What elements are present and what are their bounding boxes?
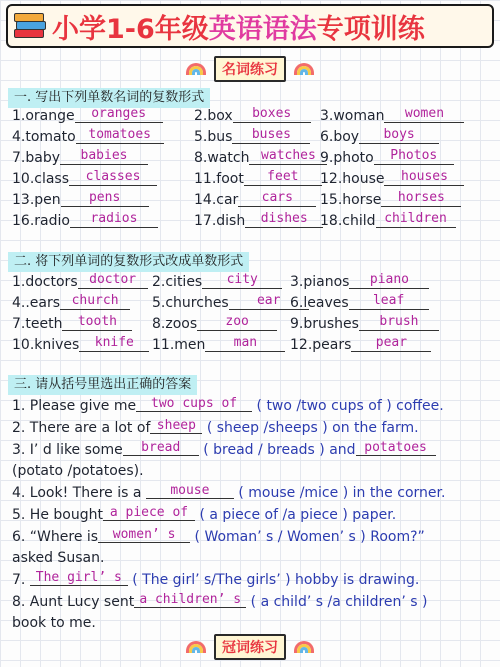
section-label: 名词练习 (214, 56, 286, 82)
question-6: 6. “Where is women’ s ( Woman’ s / Women’ s ) Room?” (12, 527, 425, 545)
item-prefix: 13.pen (12, 192, 61, 208)
part3-header: 三. 请从括号里选出正确的答案 (8, 375, 197, 395)
answer-blank[interactable]: The girl’ s (30, 570, 128, 586)
exercise-item (12, 295, 130, 313)
answer-blank[interactable]: babies (60, 148, 148, 165)
exercise-item (12, 192, 149, 210)
rainbow-icon (186, 641, 206, 653)
exercise-item (194, 129, 310, 147)
exercise-item (194, 171, 322, 189)
answer-blank[interactable]: pens (61, 190, 149, 207)
item-prefix: 6.leaves (290, 295, 349, 311)
answer-blank[interactable]: piano (349, 272, 429, 289)
item-prefix: 11.foot (194, 171, 244, 187)
answer-blank[interactable]: buses (232, 127, 310, 144)
item-prefix: 14.car (194, 192, 239, 208)
answer-blank[interactable]: radios (70, 211, 158, 228)
exercise-item (320, 213, 456, 231)
item-prefix: 12.house (320, 171, 385, 187)
exercise-item (152, 295, 309, 313)
item-prefix: 5.bus (194, 129, 233, 145)
answer-blank[interactable]: boxes (233, 106, 311, 123)
question-6-cont: asked Susan. (12, 550, 105, 566)
question-8: 8. Aunt Lucy sent a children’ s ( a child’ s /a children’ s ) (12, 592, 428, 610)
item-prefix: 6.boy (320, 129, 360, 145)
item-prefix: 7.teeth (12, 316, 63, 332)
answer-blank[interactable]: women (384, 106, 464, 123)
item-prefix: 4..ears (12, 295, 61, 311)
answer-blank[interactable]: children (376, 211, 456, 228)
exercise-item (290, 295, 429, 313)
answer-blank[interactable]: Photos (374, 148, 454, 165)
answer-blank[interactable]: potatoes (356, 440, 436, 456)
answer-blank[interactable]: leaf (349, 293, 429, 310)
answer-blank[interactable]: a piece of (103, 505, 195, 521)
item-prefix: 2.box (194, 108, 233, 124)
books-icon (12, 10, 46, 42)
answer-blank[interactable]: tomatoes (76, 127, 164, 144)
exercise-item (12, 337, 149, 355)
exercise-item (12, 171, 157, 189)
item-prefix: 8.zoos (152, 316, 198, 332)
rainbow-icon (294, 641, 314, 653)
exercise-item (290, 274, 429, 292)
answer-blank[interactable]: classes (69, 169, 157, 186)
item-prefix: 1.doctors (12, 274, 78, 290)
item-prefix: 3.woman (320, 108, 385, 124)
exercise-item (320, 150, 454, 168)
exercise-item (152, 337, 285, 355)
answer-blank[interactable]: cars (238, 190, 316, 207)
exercise-item (194, 192, 316, 210)
title-bar (6, 4, 494, 48)
exercise-item (12, 129, 164, 147)
exercise-item (12, 108, 163, 126)
part1-header: 一. 写出下列单数名词的复数形式 (8, 88, 210, 108)
exercise-item (290, 337, 431, 355)
question-8-cont: book to me. (12, 615, 96, 631)
section-title-nouns (0, 58, 500, 80)
item-prefix: 17.dish (194, 213, 246, 229)
item-prefix: 18.child (320, 213, 376, 229)
exercise-item (12, 316, 132, 334)
section-label: 冠词练习 (214, 634, 286, 660)
part2-header: 二. 将下列单词的复数形式改成单数形式 (8, 252, 249, 272)
answer-blank[interactable]: ear (229, 293, 309, 310)
exercise-item (320, 171, 464, 189)
answer-blank[interactable]: sheep (150, 418, 202, 434)
item-prefix: 1.orange (12, 108, 75, 124)
exercise-item (12, 274, 148, 292)
question-3-cont: (potato /potatoes). (12, 463, 144, 479)
exercise-item (12, 213, 158, 231)
item-prefix: 4.tomato (12, 129, 76, 145)
rainbow-icon (294, 63, 314, 75)
item-prefix: 5.churches (152, 295, 229, 311)
answer-blank[interactable]: women’ s (98, 527, 190, 543)
answer-blank[interactable]: pear (351, 335, 431, 352)
item-prefix: 16.radio (12, 213, 70, 229)
answer-blank[interactable]: city (202, 272, 282, 289)
item-prefix: 10.class (12, 171, 70, 187)
exercise-item (320, 192, 461, 210)
question-4: 4. Look! There is a mouse ( mouse /mice ) in the corner. (12, 483, 446, 501)
answer-blank[interactable]: horses (381, 190, 461, 207)
exercise-item (194, 108, 311, 126)
question-1: 1. Please give me two cups of ( two /two cups of ) coffee. (12, 396, 444, 414)
item-prefix: 12.pears (290, 337, 352, 353)
answer-blank[interactable]: feet (244, 169, 322, 186)
answer-blank[interactable]: doctor (78, 272, 148, 289)
exercise-item (290, 316, 439, 334)
question-7: 7. The girl’ s ( The girl’ s/The girls’ ) hobby is drawing. (12, 570, 420, 588)
question-3: 3. I’ d like some bread ( bread / breads ) and potatoes (12, 442, 436, 459)
answer-blank[interactable]: mouse (146, 483, 234, 499)
item-prefix: 10.knives (12, 337, 80, 353)
answer-blank[interactable]: oranges (75, 106, 163, 123)
answer-blank[interactable]: church (60, 293, 130, 310)
exercise-item (194, 213, 323, 231)
answer-blank[interactable]: watches (249, 148, 327, 165)
question-2: 2. There are a lot of sheep ( sheep /sheeps ) on the farm. (12, 418, 419, 436)
answer-blank[interactable]: knife (79, 335, 149, 352)
item-prefix: 2.cities (152, 274, 203, 290)
answer-blank[interactable]: dishes (245, 211, 323, 228)
answer-blank[interactable]: a children’ s (134, 592, 246, 608)
item-prefix: 3.pianos (290, 274, 350, 290)
exercise-item (152, 274, 282, 292)
item-prefix: 7.baby (12, 150, 60, 166)
question-5: 5. He bought a piece of ( a piece of /a piece ) paper. (12, 505, 397, 523)
page-title: 小学1-6年级英语语法专项训练 (52, 13, 425, 45)
rainbow-icon (186, 63, 206, 75)
answer-blank[interactable]: brush (359, 314, 439, 331)
exercise-item (12, 150, 148, 168)
item-prefix: 15.horse (320, 192, 382, 208)
item-prefix: 9.photo (320, 150, 374, 166)
item-prefix: 9.brushes (290, 316, 359, 332)
answer-blank[interactable]: man (205, 335, 285, 352)
item-prefix: 8.watch (194, 150, 250, 166)
answer-blank[interactable]: two cups of (136, 396, 252, 412)
exercise-item (320, 129, 439, 147)
answer-blank[interactable]: houses (384, 169, 464, 186)
answer-blank[interactable]: tooth (62, 314, 132, 331)
exercise-item (194, 150, 327, 168)
answer-blank[interactable]: boys (359, 127, 439, 144)
item-prefix: 11.men (152, 337, 206, 353)
answer-blank[interactable]: zoo (197, 314, 277, 331)
section-title-articles (0, 636, 500, 658)
answer-blank[interactable]: bread (123, 440, 199, 456)
exercise-item (320, 108, 464, 126)
exercise-item (152, 316, 277, 334)
